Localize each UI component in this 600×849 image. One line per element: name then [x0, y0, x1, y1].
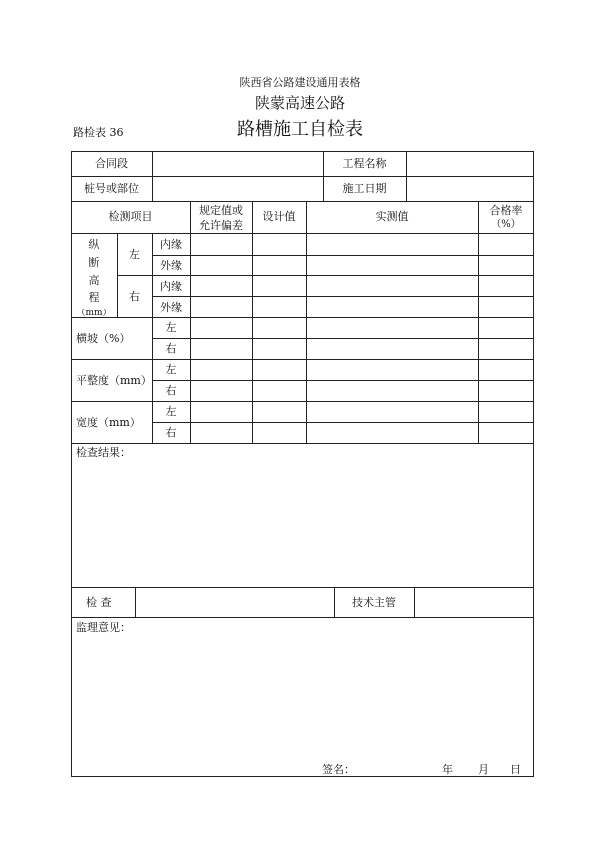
col-divider: [406, 151, 407, 201]
longitudinal-char: 程: [88, 291, 100, 304]
construction-date-label: 施工日期: [342, 182, 387, 195]
outer-edge-label: 外缘: [160, 259, 182, 272]
left-side-label: 左: [165, 363, 177, 376]
row-divider: [71, 201, 534, 202]
row-divider: [71, 359, 534, 360]
form-number: 路检表 36: [73, 126, 124, 139]
row-divider: [152, 255, 534, 256]
tech-supervisor-label: 技术主管: [352, 596, 396, 609]
spec-header-line1: 规定值或: [199, 204, 243, 217]
left-side-label: 左: [165, 321, 177, 334]
row-divider: [152, 422, 534, 423]
right-side-label: 右: [129, 290, 140, 303]
inspector-label: 检 查: [86, 596, 112, 609]
right-side-label: 右: [165, 342, 177, 355]
pass-rate-header-line1: 合格率: [489, 204, 523, 217]
row-divider: [152, 296, 534, 297]
left-side-label: 左: [129, 248, 140, 261]
outer-edge-label: 外缘: [160, 301, 182, 314]
col-divider: [117, 233, 118, 317]
spec-header-line2: 允许偏差: [199, 219, 243, 232]
contract-section-label: 合同段: [95, 157, 128, 170]
col-divider: [478, 201, 479, 443]
row-divider: [152, 338, 534, 339]
row-divider: [71, 401, 534, 402]
item-header: 检测项目: [108, 210, 153, 223]
inspection-result-label: 检查结果：: [76, 446, 131, 459]
row-divider: [71, 587, 534, 588]
right-side-label: 右: [165, 384, 177, 397]
project-name: 陕蒙高速公路: [254, 94, 345, 112]
measured-header: 实测值: [375, 210, 409, 223]
month-label: 月: [478, 763, 489, 776]
longitudinal-char: （mm）: [76, 309, 112, 316]
col-divider: [135, 587, 136, 617]
supervision-opinion-label: 监理意见：: [76, 621, 131, 634]
form-frame: [71, 151, 534, 777]
flatness-label: 平整度（mm）: [76, 374, 152, 387]
row-divider: [117, 275, 534, 276]
row-divider: [71, 443, 534, 444]
width-label: 宽度（mm）: [76, 416, 141, 429]
inner-edge-label: 内缘: [160, 280, 182, 293]
cross-slope-label: 横坡（%）: [76, 332, 131, 345]
col-divider: [152, 151, 153, 201]
form-title: 路槽施工自检表: [237, 119, 363, 140]
form-series-title: 陕西省公路建设通用表格: [239, 76, 361, 89]
station-location-label: 桩号或部位: [84, 182, 139, 195]
longitudinal-char: 断: [88, 256, 100, 269]
longitudinal-char: 高: [88, 274, 100, 287]
left-side-label: 左: [165, 405, 177, 418]
pass-rate-header-line2: （%）: [491, 219, 521, 230]
col-divider: [252, 201, 253, 443]
col-divider: [306, 201, 307, 443]
row-divider: [71, 317, 534, 318]
col-divider: [190, 201, 191, 443]
col-divider: [414, 587, 415, 617]
design-header: 设计值: [262, 210, 296, 223]
row-divider: [71, 617, 534, 618]
right-side-label: 右: [165, 426, 177, 439]
signature-label: 签名：: [322, 763, 355, 776]
row-divider: [152, 380, 534, 381]
longitudinal-char: 纵: [88, 238, 100, 251]
inner-edge-label: 内缘: [160, 238, 182, 251]
row-divider: [71, 233, 534, 234]
year-label: 年: [442, 763, 453, 776]
project-name-label: 工程名称: [342, 157, 387, 170]
row-divider: [71, 176, 534, 177]
day-label: 日: [510, 763, 521, 776]
